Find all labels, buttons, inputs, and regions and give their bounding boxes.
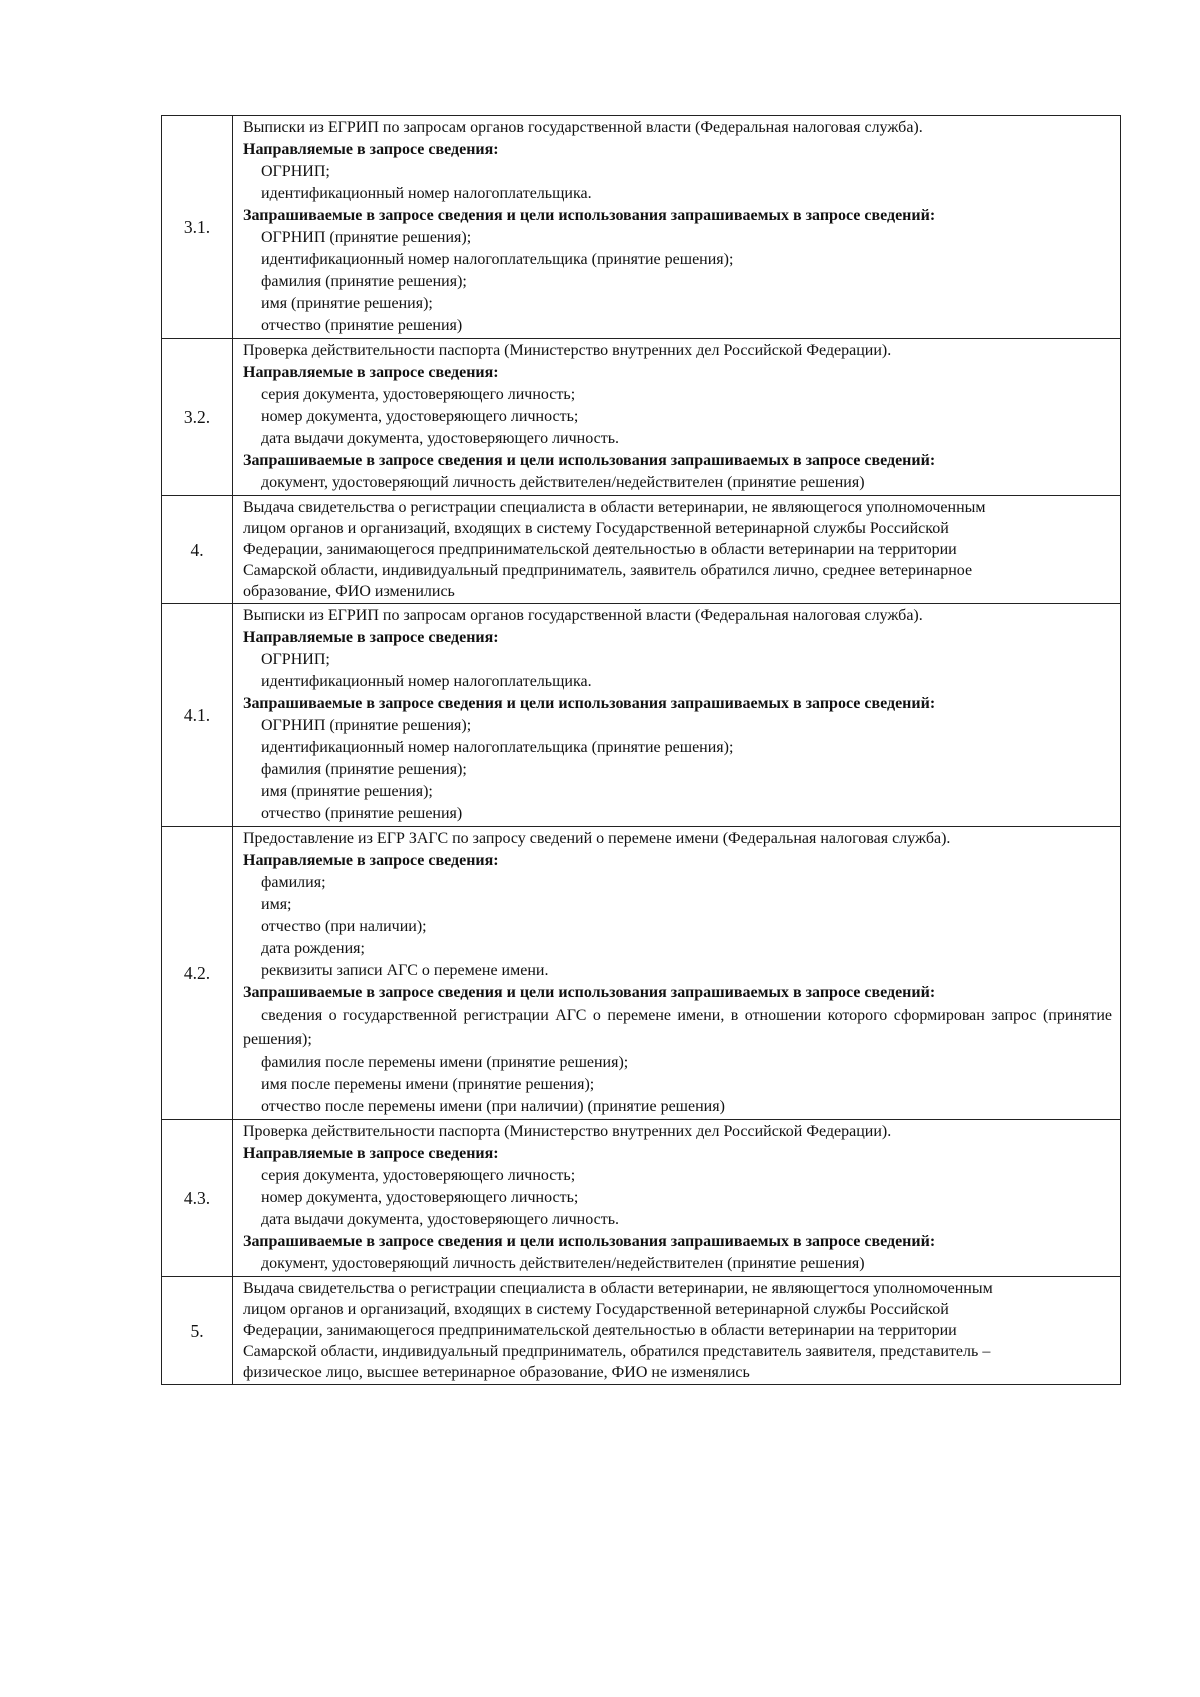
request-title: Проверка действительности паспорта (Министерство внутренних дел Российской Федерации). [243, 342, 892, 359]
table-row [162, 116, 1121, 339]
service-description-line: Выдача свидетельства о регистрации специалиста в области ветеринарии, не являющегося уполномоченным [243, 499, 986, 516]
row-number: 5. [162, 1277, 233, 1385]
row-content [233, 1277, 1121, 1385]
content-line: идентификационный номер налогоплательщика. [261, 673, 592, 690]
content-line: документ, удостоверяющий личность действителен/недействителен (принятие решения) [261, 474, 865, 491]
content-line: номер документа, удостоверяющего личность; [261, 1189, 579, 1206]
service-description-line: образование, ФИО изменились [243, 583, 455, 600]
content-line: дата рождения; [261, 940, 365, 957]
content-line: имя (принятие решения); [261, 783, 433, 800]
section-heading: Запрашиваемые в запросе сведения и цели использования запрашиваемых в запросе сведений: [243, 452, 936, 469]
table-row [162, 604, 1121, 827]
row-number: 4. [162, 496, 233, 604]
row-content [233, 827, 1121, 1120]
row-number: 4.2. [162, 827, 233, 1120]
service-description-line: физическое лицо, высшее ветеринарное образование, ФИО не изменялись [243, 1364, 750, 1381]
section-heading: Направляемые в запросе сведения: [243, 141, 499, 158]
content-line: идентификационный номер налогоплательщика. [261, 185, 592, 202]
service-description-line: лицом органов и организаций, входящих в систему Государственной ветеринарной службы Российской [243, 1301, 949, 1318]
row-content [233, 604, 1121, 827]
content-line: серия документа, удостоверяющего личность; [261, 386, 576, 403]
request-title: Выписки из ЕГРИП по запросам органов государственной власти (Федеральная налоговая служба). [243, 607, 923, 624]
section-heading: Направляемые в запросе сведения: [243, 364, 499, 381]
content-line: дата выдачи документа, удостоверяющего личность. [261, 430, 620, 447]
row-content [233, 339, 1121, 496]
content-line: номер документа, удостоверяющего личность; [261, 408, 579, 425]
content-line: отчество после перемены имени (при наличии) (принятие решения) [261, 1098, 725, 1115]
row-number: 4.1. [162, 604, 233, 827]
request-title: Проверка действительности паспорта (Министерство внутренних дел Российской Федерации). [243, 1123, 892, 1140]
table-row [162, 827, 1121, 1120]
content-line: документ, удостоверяющий личность действителен/недействителен (принятие решения) [261, 1255, 865, 1272]
content-line: фамилия (принятие решения); [261, 273, 467, 290]
request-title: Выписки из ЕГРИП по запросам органов государственной власти (Федеральная налоговая служба). [243, 119, 923, 136]
row-number: 3.2. [162, 339, 233, 496]
row-content [233, 496, 1121, 604]
row-content [233, 116, 1121, 339]
table-row [162, 339, 1121, 496]
section-heading: Запрашиваемые в запросе сведения и цели использования запрашиваемых в запросе сведений: [243, 984, 936, 1001]
table-row [162, 1120, 1121, 1277]
section-heading: Направляемые в запросе сведения: [243, 629, 499, 646]
service-description-line: Самарской области, индивидуальный предприниматель, обратился представитель заявителя, представитель – [243, 1343, 991, 1360]
content-line: имя (принятие решения); [261, 295, 433, 312]
table-row [162, 496, 1121, 604]
service-description-line: Федерации, занимающегося предпринимательской деятельностью в области ветеринарии на территории [243, 541, 957, 558]
request-title: Предоставление из ЕГР ЗАГС по запросу сведений о перемене имени (Федеральная налоговая служба). [243, 830, 951, 847]
row-number: 3.1. [162, 116, 233, 339]
service-description-line: лицом органов и организаций, входящих в систему Государственной ветеринарной службы Российской [243, 520, 949, 537]
content-line: ОГРНИП; [261, 163, 330, 180]
document-table [161, 115, 1121, 1385]
section-heading: Запрашиваемые в запросе сведения и цели использования запрашиваемых в запросе сведений: [243, 207, 936, 224]
content-line: ОГРНИП; [261, 651, 330, 668]
service-description-line: Федерации, занимающегося предпринимательской деятельностью в области ветеринарии на территории [243, 1322, 957, 1339]
table-row [162, 1277, 1121, 1385]
content-line: серия документа, удостоверяющего личность; [261, 1167, 576, 1184]
content-line: ОГРНИП (принятие решения); [261, 229, 472, 246]
content-line: отчество (принятие решения) [261, 317, 463, 334]
content-line: ОГРНИП (принятие решения); [261, 717, 472, 734]
content-line: дата выдачи документа, удостоверяющего личность. [261, 1211, 620, 1228]
section-heading: Запрашиваемые в запросе сведения и цели использования запрашиваемых в запросе сведений: [243, 695, 936, 712]
row-number: 4.3. [162, 1120, 233, 1277]
content-line: фамилия; [261, 874, 326, 891]
content-line: фамилия после перемены имени (принятие решения); [261, 1054, 629, 1071]
content-line: отчество (при наличии); [261, 918, 427, 935]
content-line: отчество (принятие решения) [261, 805, 463, 822]
section-heading: Направляемые в запросе сведения: [243, 852, 499, 869]
row-content [233, 1120, 1121, 1277]
content-line: фамилия (принятие решения); [261, 761, 467, 778]
content-line: реквизиты записи АГС о перемене имени. [261, 962, 549, 979]
content-line: имя; [261, 896, 292, 913]
section-heading: Направляемые в запросе сведения: [243, 1145, 499, 1162]
content-line: идентификационный номер налогоплательщика (принятие решения); [261, 251, 734, 268]
service-description-line: Выдача свидетельства о регистрации специалиста в области ветеринарии, не являющегтося уполномоченным [243, 1280, 993, 1297]
content-line: идентификационный номер налогоплательщика (принятие решения); [261, 739, 734, 756]
service-description-line: Самарской области, индивидуальный предприниматель, заявитель обратился лично, среднее ветеринарное [243, 562, 973, 579]
section-heading: Запрашиваемые в запросе сведения и цели использования запрашиваемых в запросе сведений: [243, 1233, 936, 1250]
table-body [162, 116, 1121, 1385]
content-line: сведения о государственной регистрации АГС о перемене имени, в отношении которого сформирован запрос (принятие решения); [243, 1007, 1112, 1048]
content-line: имя после перемены имени (принятие решения); [261, 1076, 595, 1093]
